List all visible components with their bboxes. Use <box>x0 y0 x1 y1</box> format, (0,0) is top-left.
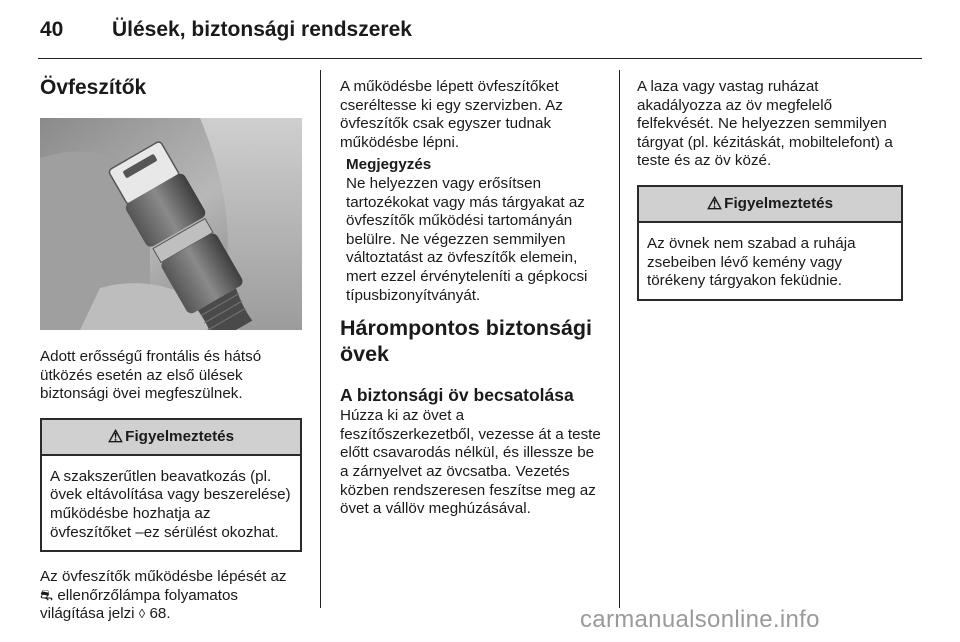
body-text-part: Az övfeszítők működésbe lépését az <box>40 568 287 586</box>
subsection-heading: A biztonsági öv becsatolása <box>340 385 574 406</box>
warning-text: A szakszerűtlen beavatkozás (pl. övek eltávolítása vagy beszerelése) működésbe hozhatja az övfeszítőket –ez sérülést okozhat. <box>50 467 291 541</box>
column-2 <box>340 70 602 519</box>
note-text: Ne helyezzen vagy erősítsen tartozékokat vagy más tárgyakat az övfeszítők működési tartományán belülre. Ne végezzen semmilyen változtatást az övfeszítők elemein, mert ezzel érvényteleníti a gépkocsi típusbizonyítványát. <box>346 174 588 304</box>
body-text: Adott erősségű frontális és hátsó ütközés esetén az első ülések biztonsági övei megfeszülnek. <box>40 348 262 403</box>
warning-header <box>42 420 300 456</box>
body-text: A laza vagy vastag ruházat akadályozza az öv megfelelő felfekvését. Ne helyezzen semmilyen tárgyat (pl. kézitáskát, mobiltelefont) a teste és az öv közé. <box>637 78 893 170</box>
warning-box <box>40 418 302 552</box>
warning-triangle-icon: ⚠ <box>706 193 723 213</box>
page-reference-link[interactable]: 68. <box>149 605 171 623</box>
watermark: carmanualsonline.info <box>580 606 820 633</box>
warning-title: Figyelmeztetés <box>724 195 834 213</box>
note-block <box>346 156 602 305</box>
page-number: 40 <box>40 18 64 41</box>
body-text-part: ellenőrzőlámpa folyamatos világítása jelzi <box>40 586 238 623</box>
warning-triangle-icon: ⚠ <box>107 426 124 446</box>
section-heading: Övfeszítők <box>40 76 147 99</box>
page-reference-icon: ◊ <box>138 606 146 622</box>
section-heading: Hárompontos biztonsági övek <box>340 316 593 367</box>
warning-body <box>42 456 300 550</box>
body-text: Húzza ki az övet a feszítőszerkezetből, vezesse át a teste előtt csavarodás nélkül, és illessze be a zárnyelvet az övcsatba. Vezetés közben rendszeresen feszítse meg az övet a vállöv meghúzásával. <box>340 407 601 518</box>
note-title: Megjegyzés <box>346 156 432 174</box>
warning-box <box>637 185 903 301</box>
warning-text: Az övnek nem szabad a ruhája zsebeiben lévő kemény vagy törékeny tárgyakon feküdnie. <box>647 234 856 290</box>
page-title: Ülések, biztonsági rendszerek <box>112 18 412 41</box>
column-divider <box>320 70 321 608</box>
warning-title: Figyelmeztetés <box>125 428 235 446</box>
column-divider <box>619 70 620 608</box>
body-text: A működésbe lépett övfeszítőket cseréltesse ki egy szervizben. Az övfeszítők csak egyszer tudnak működésbe lépni. <box>340 78 563 151</box>
column-1 <box>40 70 302 624</box>
body-text <box>40 568 302 624</box>
warning-body <box>639 223 901 299</box>
header-rule <box>38 58 922 59</box>
seat-belt-buckle-photo <box>40 118 302 330</box>
page-header <box>40 18 412 42</box>
airbag-warning-icon: ⛐ <box>40 586 54 604</box>
warning-header <box>639 187 901 223</box>
column-3 <box>637 70 903 301</box>
